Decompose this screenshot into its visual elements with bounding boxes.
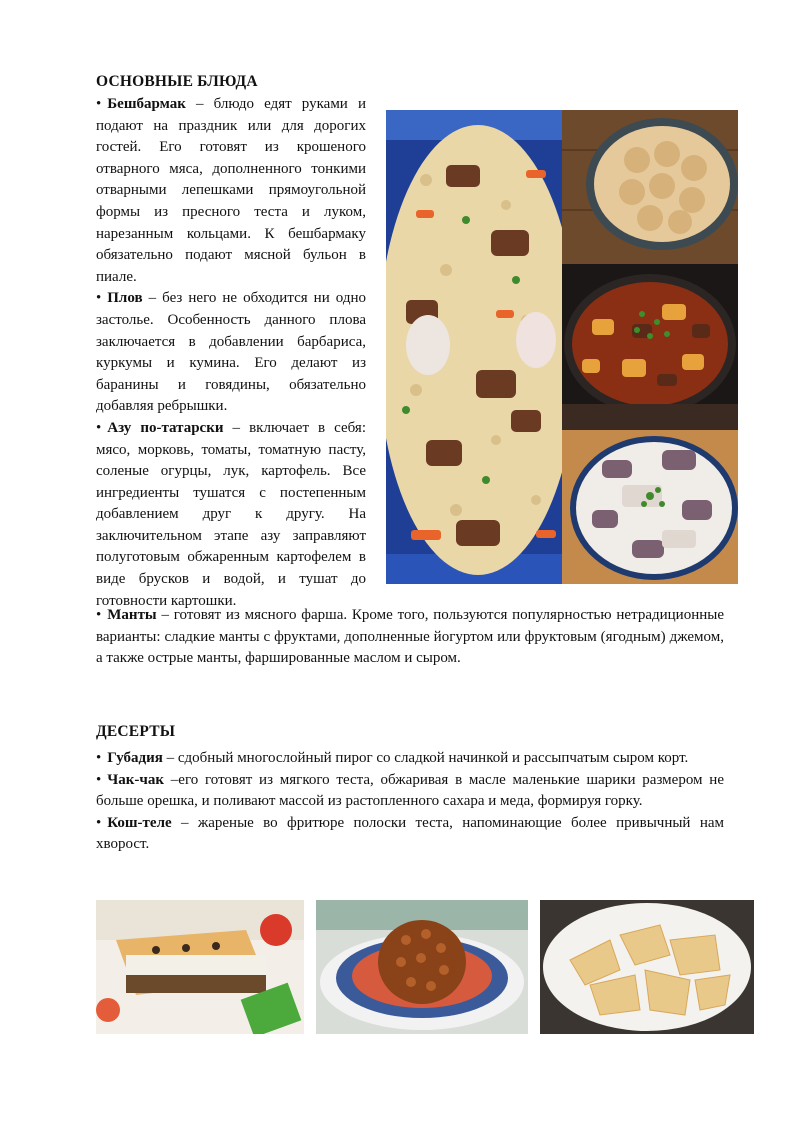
dish-description: – без него не обходится ни одно застолье. Особенность данного плова заключается в добавлении барбариса, куркумы и кумина. Его делают из баранины и говядины, обязательно добавляя ребрышки. — [96, 290, 366, 415]
dessert-description: – жареные во фритюре полоски теста, напоминающие более привычный нам хворост. — [96, 814, 724, 853]
bullet-icon: • — [96, 290, 102, 307]
dessert-name: Чак-чак — [107, 771, 165, 788]
dish-item-manty — [96, 605, 724, 670]
dish-item-azu — [96, 418, 366, 612]
dessert-description: – сдобный многослойный пирог со сладкой начинкой и рассыпчатым сыром корт. — [162, 750, 689, 766]
dish-name: Манты — [107, 607, 157, 623]
dessert-item-gubadiya — [96, 748, 724, 770]
dish-description: – включает в себя: мясо, морковь, томаты, томатную пасту, соленые огурцы, лук, картофель. Все ингредиенты тушатся с постепенным добавлением друг к другу. На заключительном этапе азу заправляют полуготовым обжаренным картофелем в виде брусков и водой, и тушат до готовности картошки. — [96, 419, 366, 609]
bullet-icon: • — [96, 607, 102, 623]
bullet-icon: • — [96, 750, 102, 766]
chak-chak-photo — [316, 900, 528, 1034]
main-dishes-column — [96, 94, 366, 612]
dessert-name: Губадия — [107, 750, 163, 766]
bullet-icon: • — [96, 96, 102, 112]
gubadiya-photo — [96, 900, 304, 1034]
bullet-icon: • — [96, 814, 102, 831]
dish-item-plov — [96, 288, 366, 418]
dish-name: Азу по-татарски — [107, 419, 224, 436]
plov-photo — [386, 110, 562, 584]
kosh-tele-photo — [540, 900, 754, 1034]
dish-item-beshbarmak — [96, 94, 366, 288]
dish-name: Плов — [107, 290, 143, 307]
section-title-main-dishes: ОСНОВНЫЕ БЛЮДА — [96, 73, 258, 90]
dish-item-manty-block — [96, 605, 724, 670]
desserts-list — [96, 748, 724, 856]
dessert-item-chak-chak — [96, 770, 724, 813]
dessert-item-kosh-tele — [96, 813, 724, 856]
dish-name: Бешбармак — [107, 96, 186, 112]
dish-description: – блюдо едят руками и подают на праздник или для дорогих гостей. Его готовят из крошеного отварного мяса, дополненного тонкими отварными лепешками прямоугольной формы из пресного теста и луком, нарезанным кольцами. К бешбармаку обязательно подают мясной бульон в пиале. — [96, 96, 366, 285]
dessert-name: Кош-теле — [107, 814, 172, 831]
bullet-icon: • — [96, 419, 102, 436]
bullet-icon: • — [96, 771, 102, 788]
section-title-desserts: ДЕСЕРТЫ — [96, 723, 176, 740]
azu-photo — [562, 264, 738, 430]
beshbarmak-plate-photo — [562, 430, 738, 584]
beshbarmak-photo — [562, 110, 738, 264]
dessert-description: –его готовят из мягкого теста, обжаривая в масле маленькие шарики размером не больше орешка, и поливают массой из растопленного сахара и меда, формируя горку. — [96, 771, 724, 810]
dish-description: – готовят из мясного фарша. Кроме того, пользуются популярностью нетрадиционные варианты: сладкие манты с фруктами, дополненные йогуртом или фруктовым (ягодным) джемом, а также острые манты, фаршированные маслом и сыром. — [96, 607, 724, 667]
